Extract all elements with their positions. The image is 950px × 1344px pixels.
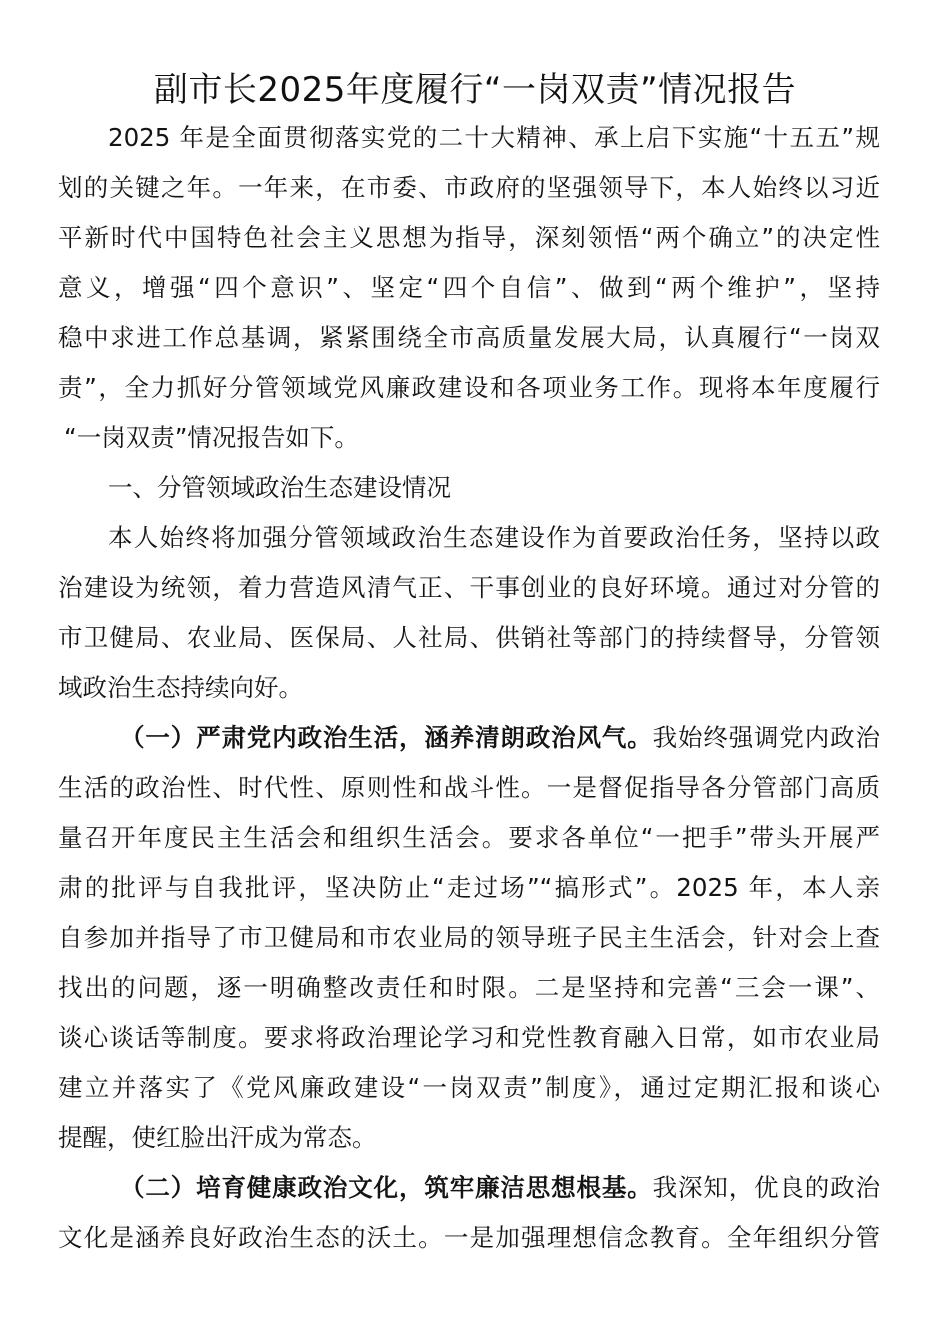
paragraph-line: 找出的问题，逐一明确整改责任和时限。二是坚持和完善“三会一课”、 — [58, 973, 880, 1002]
paragraph-line: 稳中求进工作总基调，紧紧围绕全市高质量发展大局，认真履行“一岗双 — [58, 323, 880, 352]
paragraph-line: 治建设为统领，着力营造风清气正、干事创业的良好环境。通过对分管的 — [58, 573, 880, 602]
section-heading: 一、分管领域政治生态建设情况 — [108, 473, 451, 502]
paragraph-line: 提醒，使红脸出汗成为常态。 — [58, 1123, 377, 1152]
paragraph-line: “一岗双责”情况报告如下。 — [64, 423, 359, 452]
paragraph-line: 划的关键之年。一年来，在市委、市政府的坚强领导下，本人始终以习近 — [58, 173, 880, 202]
paragraph-line: 量召开年度民主生活会和组织生活会。要求各单位“一把手”带头开展严 — [58, 823, 880, 852]
subsection-text: 我始终强调党内政治 — [652, 723, 881, 752]
paragraph-line: 文化是涵养良好政治生态的沃土。一是加强理想信念教育。全年组织分管 — [58, 1223, 880, 1252]
paragraph-line: 意义，增强“四个意识”、坚定“四个自信”、做到“两个维护”，坚持 — [58, 273, 880, 302]
paragraph-line: 平新时代中国特色社会主义思想为指导，深刻领悟“两个确立”的决定性 — [58, 223, 880, 252]
paragraph-line: 自参加并指导了市卫健局和市农业局的领导班子民主生活会，针对会上查 — [58, 923, 880, 952]
paragraph-line: 本人始终将加强分管领域政治生态建设作为首要政治任务，坚持以政 — [108, 523, 880, 552]
subsection-text: 我深知，优良的政治 — [652, 1173, 881, 1202]
paragraph-line: 生活的政治性、时代性、原则性和战斗性。一是督促指导各分管部门高质 — [58, 773, 880, 802]
page-title: 副市长2025年度履行“一岗双责”情况报告 — [153, 70, 797, 110]
paragraph-line: 市卫健局、农业局、医保局、人社局、供销社等部门的持续督导，分管领 — [58, 623, 880, 652]
subsection-heading: （二）培育健康政治文化，筑牢廉洁思想根基。 — [120, 1173, 653, 1202]
subsection-heading: （一）严肃党内政治生活，涵养清朗政治风气。 — [120, 723, 653, 752]
subsection-line — [120, 1171, 880, 1205]
paragraph-line: 域政治生态持续向好。 — [58, 673, 303, 702]
paragraph-line: 谈心谈话等制度。要求将政治理论学习和党性教育融入日常，如市农业局 — [58, 1023, 880, 1052]
paragraph-line: 建立并落实了《党风廉政建设“一岗双责”制度》，通过定期汇报和谈心 — [58, 1073, 880, 1102]
paragraph-line: 责”，全力抓好分管领域党风廉政建设和各项业务工作。现将本年度履行 — [58, 373, 880, 402]
paragraph-line: 肃的批评与自我批评，坚决防止“走过场”“搞形式”。2025 年，本人亲 — [58, 873, 880, 902]
subsection-line — [120, 721, 880, 755]
paragraph-line: 2025 年是全面贯彻落实党的二十大精神、承上启下实施“十五五”规 — [108, 123, 880, 152]
